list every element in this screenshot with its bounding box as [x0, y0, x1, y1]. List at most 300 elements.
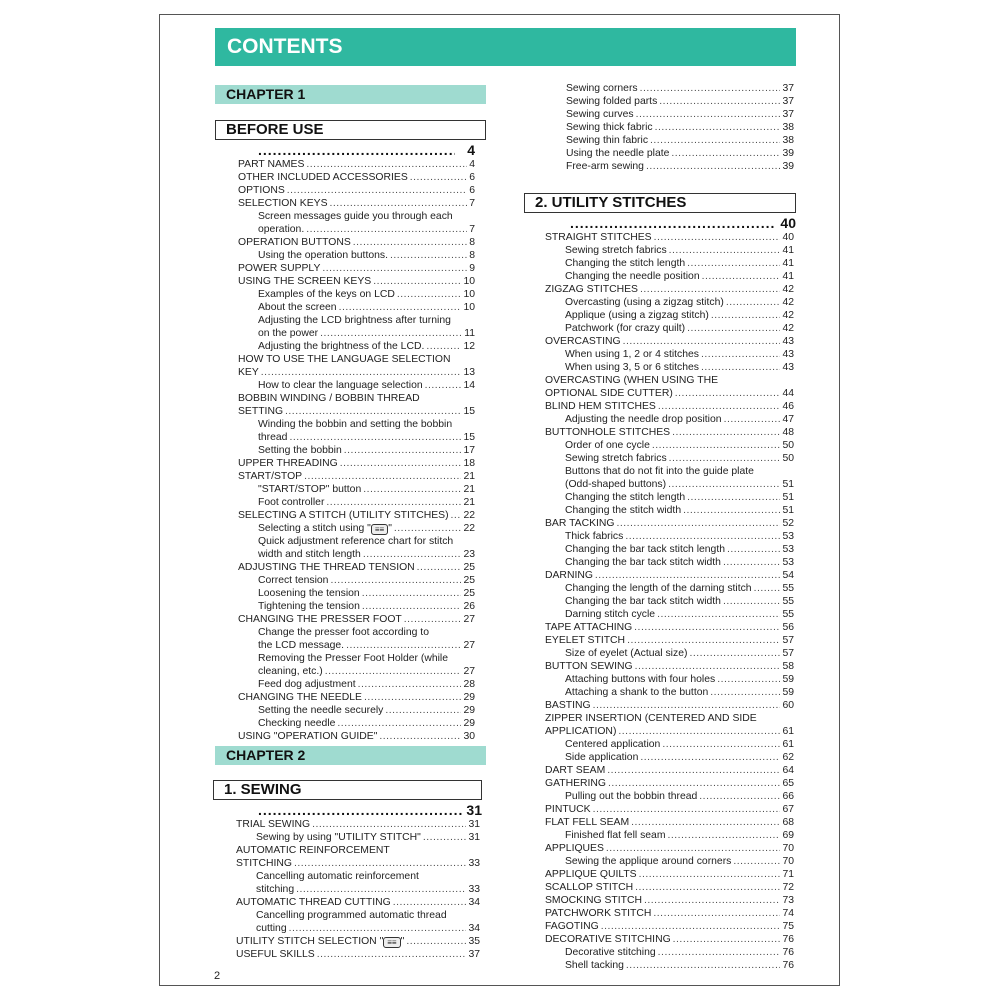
- section-sewing-page-row[interactable]: [258, 801, 482, 819]
- toc-entry[interactable]: [238, 483, 475, 496]
- toc-entry-page: 48: [782, 427, 794, 438]
- leader-dots: [258, 141, 455, 159]
- leader-dots: [659, 95, 780, 108]
- toc-entry[interactable]: [545, 413, 794, 426]
- leader-dots: [724, 413, 781, 426]
- leader-dots: [397, 288, 462, 301]
- toc-entry-page: 29: [463, 718, 475, 729]
- toc-entry-page: 76: [782, 960, 794, 971]
- toc-entry-title: ADJUSTING THE THREAD TENSION: [238, 562, 415, 573]
- toc-entry-page: 29: [463, 705, 475, 716]
- toc-entry-title: the LCD message.: [258, 640, 345, 651]
- toc-entry-page: 61: [782, 726, 794, 737]
- toc-entry-title: BAR TACKING: [545, 518, 615, 529]
- toc-entry[interactable]: [236, 844, 480, 870]
- toc-entry[interactable]: [545, 803, 794, 816]
- toc-entry-title: Sewing folded parts: [566, 96, 658, 107]
- leader-dots: [390, 249, 467, 262]
- toc-entry[interactable]: [238, 587, 475, 600]
- toc-entry[interactable]: [545, 946, 794, 959]
- toc-entry-title-line: Removing the Presser Foot Holder (while: [258, 653, 448, 664]
- toc-entry[interactable]: [238, 340, 475, 353]
- toc-entry[interactable]: [238, 717, 475, 730]
- leader-dots: [607, 764, 780, 777]
- toc-entry[interactable]: [545, 712, 794, 738]
- leader-dots: [669, 244, 781, 257]
- leader-dots: [658, 400, 781, 413]
- toc-entry-page: 43: [782, 362, 794, 373]
- toc-entry-title-line: Quick adjustment reference chart for stitch: [258, 536, 454, 547]
- toc-entry-title: (Odd-shaped buttons): [565, 479, 667, 490]
- toc-entry-page: 37: [468, 949, 480, 960]
- leader-dots: [306, 223, 467, 236]
- toc-entry-page: 10: [463, 289, 475, 300]
- toc-entry[interactable]: [545, 426, 794, 439]
- toc-entry-page: 6: [469, 172, 475, 183]
- toc-entry[interactable]: [236, 948, 480, 961]
- toc-entry-page: 15: [463, 432, 475, 443]
- toc-entry[interactable]: [545, 816, 794, 829]
- toc-entry[interactable]: [545, 270, 794, 283]
- toc-entry[interactable]: [545, 348, 794, 361]
- toc-entry[interactable]: [546, 147, 794, 160]
- toc-entry[interactable]: [238, 535, 475, 561]
- toc-entry-page: 27: [463, 614, 475, 625]
- leader-dots: [634, 621, 780, 634]
- toc-entry[interactable]: [545, 595, 794, 608]
- toc-entry-title-line: Cancelling programmed automatic thread: [256, 910, 447, 921]
- toc-entry[interactable]: [545, 582, 794, 595]
- toc-entry-page: 28: [463, 679, 475, 690]
- toc-before-use: [238, 158, 475, 743]
- toc-entry[interactable]: [546, 95, 794, 108]
- toc-entry-title: Changing the bar tack stitch width: [565, 557, 721, 568]
- toc-entry[interactable]: [545, 660, 794, 673]
- toc-entry[interactable]: [545, 400, 794, 413]
- toc-entry-title-line: OVERCASTING (WHEN USING THE: [545, 375, 718, 386]
- toc-entry-title: UPPER THREADING: [238, 458, 338, 469]
- toc-entry-title: Attaching a shank to the button: [565, 687, 709, 698]
- page-number: 2: [214, 970, 221, 982]
- toc-entry[interactable]: [238, 301, 475, 314]
- leader-dots: [261, 366, 462, 379]
- leader-dots: [652, 439, 781, 452]
- leader-dots: [373, 275, 461, 288]
- toc-entry-page: 25: [463, 588, 475, 599]
- toc-entry[interactable]: [238, 691, 475, 704]
- toc-entry-title: BUTTONHOLE STITCHES: [545, 427, 671, 438]
- toc-entry-title: Sewing the applique around corners: [565, 856, 732, 867]
- toc-entry[interactable]: [238, 652, 475, 678]
- toc-entry-page: 22: [463, 523, 475, 534]
- toc-entry-page: 9: [469, 263, 475, 274]
- toc-entry-page: 26: [463, 601, 475, 612]
- toc-entry-page: 73: [782, 895, 794, 906]
- toc-entry-page: 21: [463, 484, 475, 495]
- toc-entry-page: 11: [464, 328, 475, 339]
- toc-entry[interactable]: [238, 379, 475, 392]
- toc-entry[interactable]: [238, 236, 475, 249]
- leader-dots: [394, 522, 462, 535]
- toc-entry[interactable]: [545, 673, 794, 686]
- toc-entry[interactable]: [546, 108, 794, 121]
- toc-entry[interactable]: [236, 870, 480, 896]
- toc-entry-title: Sewing stretch fabrics: [565, 453, 667, 464]
- leader-dots: [662, 738, 780, 751]
- toc-entry-title: "START/STOP" button: [258, 484, 362, 495]
- toc-entry[interactable]: [546, 134, 794, 147]
- toc-entry-title: OVERCASTING: [545, 336, 621, 347]
- leader-dots: [650, 134, 780, 147]
- toc-entry[interactable]: [236, 935, 480, 948]
- toc-entry[interactable]: [238, 197, 475, 210]
- toc-entry[interactable]: [238, 470, 475, 483]
- toc-entry[interactable]: [238, 275, 475, 288]
- toc-entry-title: Changing the stitch length: [565, 258, 686, 269]
- toc-entry-title: When using 1, 2 or 4 stitches: [565, 349, 699, 360]
- leader-dots: [626, 959, 781, 972]
- toc-entry[interactable]: [238, 249, 475, 262]
- toc-entry-title: GATHERING: [545, 778, 606, 789]
- toc-entry[interactable]: [545, 530, 794, 543]
- toc-entry-page: 59: [782, 687, 794, 698]
- leader-dots: [326, 496, 461, 509]
- toc-entry[interactable]: [545, 374, 794, 400]
- toc-entry-title-line: Winding the bobbin and setting the bobbin: [258, 419, 453, 430]
- leader-dots: [668, 829, 781, 842]
- section-before-use-page-row[interactable]: [258, 141, 475, 159]
- toc-entry[interactable]: [545, 790, 794, 803]
- toc-entry-title: APPLICATION): [545, 726, 617, 737]
- toc-entry[interactable]: [238, 574, 475, 587]
- toc-entry-page: 66: [782, 791, 794, 802]
- toc-entry-title: Patchwork (for crazy quilt): [565, 323, 686, 334]
- toc-entry-title: About the screen: [258, 302, 337, 313]
- toc-entry-page: 22: [463, 510, 475, 521]
- toc-entry-page: 55: [782, 583, 794, 594]
- toc-entry[interactable]: [238, 288, 475, 301]
- toc-entry-title: SELECTION KEYS: [238, 198, 328, 209]
- toc-entry[interactable]: [236, 909, 480, 935]
- leader-dots: [451, 509, 462, 522]
- toc-entry-title: TRIAL SEWING: [236, 819, 311, 830]
- leader-dots: [289, 431, 461, 444]
- toc-entry-page: 51: [782, 505, 794, 516]
- toc-entry-title: ZIGZAG STITCHES: [545, 284, 638, 295]
- toc-entry-page: 50: [782, 453, 794, 464]
- toc-entry[interactable]: [545, 608, 794, 621]
- leader-dots: [635, 660, 781, 673]
- toc-entry-title-line: Screen messages guide you through each: [258, 211, 453, 222]
- toc-entry-title: BLIND HEM STITCHES: [545, 401, 656, 412]
- leader-dots: [344, 444, 462, 457]
- toc-entry[interactable]: [545, 907, 794, 920]
- toc-entry[interactable]: [545, 556, 794, 569]
- leader-dots: [330, 197, 468, 210]
- toc-entry[interactable]: [545, 686, 794, 699]
- toc-entry[interactable]: [545, 764, 794, 777]
- toc-entry[interactable]: [236, 831, 480, 844]
- leader-dots: [640, 751, 780, 764]
- toc-entry-title: Sewing curves: [566, 109, 634, 120]
- toc-entry-page: 50: [782, 440, 794, 451]
- toc-entry[interactable]: [545, 699, 794, 712]
- leader-dots: [655, 121, 781, 134]
- toc-entry-title: OPTIONS: [238, 185, 285, 196]
- section-before-use-heading: BEFORE USE: [215, 120, 486, 140]
- toc-entry-page: 10: [463, 276, 475, 287]
- toc-entry-title: Centered application: [565, 739, 661, 750]
- toc-entry[interactable]: [545, 933, 794, 946]
- toc-entry-title: OTHER INCLUDED ACCESSORIES: [238, 172, 408, 183]
- section-page-number: 40: [780, 215, 796, 231]
- leader-dots: [346, 639, 461, 652]
- toc-entry-page: 70: [782, 843, 794, 854]
- toc-entry[interactable]: [545, 322, 794, 335]
- toc-entry-page: 42: [782, 297, 794, 308]
- toc-entry-title: SCALLOP STITCH: [545, 882, 634, 893]
- toc-entry[interactable]: [238, 496, 475, 509]
- leader-dots: [687, 322, 780, 335]
- toc-entry-title: EYELET STITCH: [545, 635, 626, 646]
- toc-entry[interactable]: [545, 647, 794, 660]
- toc-entry-page: 31: [468, 832, 480, 843]
- toc-entry-page: 75: [782, 921, 794, 932]
- toc-entry[interactable]: [545, 361, 794, 374]
- toc-entry-title: Adjusting the needle drop position: [565, 414, 722, 425]
- toc-entry-page: 54: [782, 570, 794, 581]
- toc-entry[interactable]: [238, 678, 475, 691]
- toc-entry[interactable]: [238, 522, 475, 535]
- toc-entry[interactable]: [545, 543, 794, 556]
- toc-entry[interactable]: [546, 121, 794, 134]
- leader-dots: [646, 160, 780, 173]
- toc-entry[interactable]: [238, 392, 475, 418]
- leader-dots: [426, 340, 461, 353]
- toc-entry-page: 12: [463, 341, 475, 352]
- leader-dots: [417, 561, 462, 574]
- toc-entry[interactable]: [238, 158, 475, 171]
- leader-dots: [601, 920, 781, 933]
- toc-entry-page: 37: [782, 109, 794, 120]
- toc-entry[interactable]: [546, 160, 794, 173]
- leader-dots: [362, 600, 462, 613]
- toc-entry-page: 21: [463, 471, 475, 482]
- toc-entry-page: 37: [782, 96, 794, 107]
- leader-dots: [618, 725, 780, 738]
- leader-dots: [570, 214, 776, 232]
- toc-entry-title: Changing the bar tack stitch width: [565, 596, 721, 607]
- toc-entry[interactable]: [545, 920, 794, 933]
- leader-dots: [339, 301, 462, 314]
- toc-entry[interactable]: [545, 751, 794, 764]
- toc-sewing: [236, 818, 480, 961]
- utility-stitch-key-icon: ≡≡: [371, 524, 388, 535]
- toc-entry-page: 30: [463, 731, 475, 742]
- toc-entry[interactable]: [545, 491, 794, 504]
- toc-entry-page: 41: [782, 271, 794, 282]
- toc-entry[interactable]: [238, 457, 475, 470]
- toc-entry[interactable]: [546, 82, 794, 95]
- toc-entry-title: Thick fabrics: [565, 531, 624, 542]
- toc-entry[interactable]: [545, 959, 794, 972]
- toc-entry-title: SETTING: [238, 406, 284, 417]
- leader-dots: [669, 452, 781, 465]
- leader-dots: [711, 309, 781, 322]
- toc-entry[interactable]: [238, 561, 475, 574]
- toc-entry-page: 67: [782, 804, 794, 815]
- toc-entry-title: DARNING: [545, 570, 593, 581]
- toc-entry-page: 34: [468, 923, 480, 934]
- toc-entry[interactable]: [545, 231, 794, 244]
- toc-entry[interactable]: [545, 881, 794, 894]
- toc-entry-title: Sewing corners: [566, 83, 638, 94]
- chapter-2-heading: CHAPTER 2: [215, 746, 486, 765]
- toc-entry-title: Changing the needle position: [565, 271, 700, 282]
- toc-entry[interactable]: [545, 777, 794, 790]
- toc-entry-title: Using the operation buttons.: [258, 250, 388, 261]
- leader-dots: [657, 608, 780, 621]
- toc-useful-skills: [546, 82, 794, 173]
- toc-entry[interactable]: [545, 244, 794, 257]
- toc-entry[interactable]: [238, 444, 475, 457]
- toc-entry-title: Adjusting the brightness of the LCD.: [258, 341, 425, 352]
- toc-entry[interactable]: [238, 418, 475, 444]
- leader-dots: [701, 361, 780, 374]
- toc-entry[interactable]: [545, 296, 794, 309]
- toc-entry-title: BASTING: [545, 700, 591, 711]
- leader-dots: [672, 426, 780, 439]
- toc-entry-title: operation.: [258, 224, 305, 235]
- toc-entry-title: PINTUCK: [545, 804, 591, 815]
- toc-entry-title: Applique (using a zigzag stitch): [565, 310, 709, 321]
- leader-dots: [701, 348, 780, 361]
- toc-entry[interactable]: [545, 842, 794, 855]
- toc-entry-page: 51: [782, 479, 794, 490]
- toc-entry[interactable]: [545, 634, 794, 647]
- toc-entry-page: 74: [782, 908, 794, 919]
- toc-entry-title: OPERATION BUTTONS: [238, 237, 351, 248]
- toc-entry[interactable]: [238, 314, 475, 340]
- leader-dots: [358, 678, 462, 691]
- toc-entry[interactable]: [545, 335, 794, 348]
- toc-entry-page: 72: [782, 882, 794, 893]
- toc-entry[interactable]: [545, 309, 794, 322]
- toc-entry[interactable]: [545, 621, 794, 634]
- toc-entry-page: 25: [463, 562, 475, 573]
- toc-entry[interactable]: [545, 868, 794, 881]
- toc-entry-page: 33: [468, 858, 480, 869]
- toc-entry[interactable]: [238, 262, 475, 275]
- toc-entry-page: 76: [782, 947, 794, 958]
- toc-entry-page: 64: [782, 765, 794, 776]
- toc-entry-title-tail: ": [388, 523, 392, 534]
- toc-entry-page: 34: [468, 897, 480, 908]
- leader-dots: [304, 470, 461, 483]
- toc-entry-title: Changing the stitch width: [565, 505, 682, 516]
- toc-entry-title-line: ZIPPER INSERTION (CENTERED AND SIDE: [545, 713, 757, 724]
- toc-entry-title: CHANGING THE NEEDLE: [238, 692, 362, 703]
- toc-entry[interactable]: [238, 509, 475, 522]
- toc-entry[interactable]: [545, 829, 794, 842]
- leader-dots: [644, 894, 780, 907]
- toc-entry-page: 43: [782, 336, 794, 347]
- toc-entry-title: DECORATIVE STITCHING: [545, 934, 671, 945]
- leader-dots: [668, 478, 780, 491]
- section-page-number: 4: [467, 142, 475, 158]
- toc-entry[interactable]: [545, 465, 794, 491]
- toc-entry-page: 57: [782, 635, 794, 646]
- toc-entry[interactable]: [545, 504, 794, 517]
- toc-entry-title: Attaching buttons with four holes: [565, 674, 716, 685]
- leader-dots: [363, 483, 461, 496]
- toc-entry[interactable]: [238, 600, 475, 613]
- leader-dots: [702, 270, 781, 283]
- toc-entry[interactable]: [238, 184, 475, 197]
- toc-entry-page: 8: [469, 237, 475, 248]
- toc-entry[interactable]: [545, 257, 794, 270]
- toc-entry[interactable]: [545, 738, 794, 751]
- toc-entry-page: 39: [782, 161, 794, 172]
- section-utility-page-row[interactable]: [570, 214, 796, 232]
- leader-dots: [639, 868, 781, 881]
- toc-entry[interactable]: [238, 210, 475, 236]
- leader-dots: [625, 530, 780, 543]
- toc-entry-title: Sewing stretch fabrics: [565, 245, 667, 256]
- toc-entry[interactable]: [238, 613, 475, 626]
- toc-entry-page: 15: [463, 406, 475, 417]
- toc-entry-title: Sewing thin fabric: [566, 135, 649, 146]
- leader-dots: [616, 517, 780, 530]
- toc-entry[interactable]: [545, 283, 794, 296]
- leader-dots: [717, 673, 780, 686]
- toc-entry-page: 76: [782, 934, 794, 945]
- toc-entry[interactable]: [238, 353, 475, 379]
- toc-entry-page: 27: [463, 666, 475, 677]
- toc-entry[interactable]: [545, 517, 794, 530]
- toc-entry[interactable]: [238, 730, 475, 743]
- toc-entry[interactable]: [238, 626, 475, 652]
- toc-entry-page: 6: [469, 185, 475, 196]
- toc-entry-title-line: AUTOMATIC REINFORCEMENT: [236, 845, 390, 856]
- toc-entry[interactable]: [545, 439, 794, 452]
- leader-dots: [723, 595, 780, 608]
- toc-entry[interactable]: [236, 896, 480, 909]
- leader-dots: [593, 699, 781, 712]
- toc-entry[interactable]: [236, 818, 480, 831]
- toc-entry-title: Checking needle: [258, 718, 336, 729]
- toc-entry-title: STRAIGHT STITCHES: [545, 232, 652, 243]
- toc-entry[interactable]: [545, 569, 794, 582]
- toc-entry[interactable]: [545, 452, 794, 465]
- toc-entry-title: width and stitch length: [258, 549, 361, 560]
- toc-entry-title: Setting the needle securely: [258, 705, 384, 716]
- toc-entry-page: 23: [463, 549, 475, 560]
- toc-entry[interactable]: [545, 894, 794, 907]
- leader-dots: [726, 296, 781, 309]
- toc-entry-title: When using 3, 5 or 6 stitches: [565, 362, 699, 373]
- toc-entry-title: cleaning, etc.): [258, 666, 323, 677]
- toc-entry[interactable]: [238, 171, 475, 184]
- toc-entry[interactable]: [238, 704, 475, 717]
- leader-dots: [675, 387, 781, 400]
- toc-entry-title: Using the needle plate: [566, 148, 670, 159]
- toc-entry[interactable]: [545, 855, 794, 868]
- chapter-1-heading: CHAPTER 1: [215, 85, 486, 104]
- toc-entry-title: thread: [258, 432, 288, 443]
- toc-entry-page: 7: [469, 198, 475, 209]
- leader-dots: [733, 855, 780, 868]
